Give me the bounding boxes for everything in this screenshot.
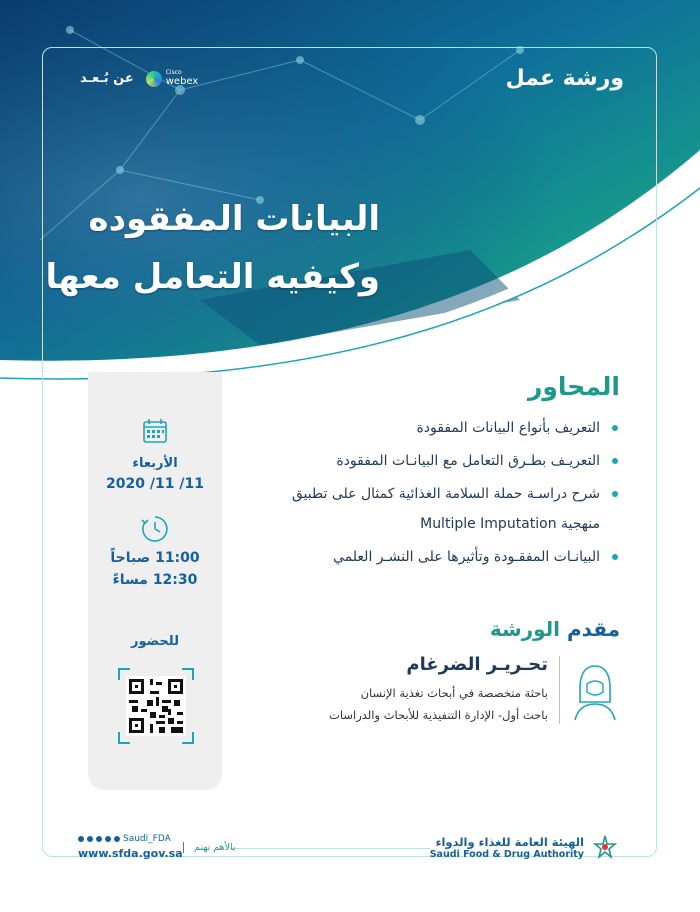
webex-logo xyxy=(146,70,199,87)
social-handle-text: Saudi_FDA xyxy=(123,834,171,844)
time-end: 12:30 مساءً xyxy=(112,572,198,588)
title-line-2: وكيفيه التعامل معها xyxy=(45,257,380,297)
footer-tagline: بالأهم نهتم xyxy=(183,842,236,853)
instagram-icon xyxy=(87,836,93,842)
bullet-icon xyxy=(612,458,618,464)
presenter-avatar-icon xyxy=(570,654,620,724)
authority-name-ar: الهيئة العامة للغذاء والدواء xyxy=(435,834,584,849)
footer-contact xyxy=(78,834,183,860)
facebook-icon xyxy=(105,836,111,842)
footer-divider xyxy=(230,848,430,849)
remote-brand: عن بُـعـد xyxy=(80,71,134,86)
title-line-1: البيانات المفقوده xyxy=(88,199,380,239)
webex-sub: Cisco xyxy=(165,69,182,76)
list-item: البيانـات المفقـودة وتأثيرها على النشـر العلمي xyxy=(260,542,620,572)
presenter-role-2: باحث أول- الإدارة التنفيذية للأبحاث والدراسات xyxy=(329,708,548,722)
axes-section xyxy=(260,372,620,575)
presenter-name: تحـريـر الضرغام xyxy=(406,654,548,675)
youtube-icon xyxy=(96,836,102,842)
presenter-heading-accent: الورشة xyxy=(489,617,561,641)
time-start: 11:00 صباحاً xyxy=(110,550,200,566)
webex-name: webex xyxy=(165,76,199,87)
list-item: التعريـف بطـرق التعامل مع البيانـات المفقودة xyxy=(260,446,620,476)
workshop-date: 11/ 11/ 2020 xyxy=(106,476,204,492)
presenter-role-1: باحثة متخصصة في أبحاث تغذية الإنسان xyxy=(360,686,548,700)
bullet-icon xyxy=(612,425,618,431)
workshop-title xyxy=(45,190,380,306)
axes-heading: المحاور xyxy=(527,372,620,401)
clock-icon xyxy=(140,514,170,544)
bullet-icon xyxy=(612,554,618,560)
presenter-heading-main: مقدم xyxy=(567,617,620,641)
schedule-sidebar xyxy=(88,372,222,790)
qr-code[interactable] xyxy=(118,668,194,744)
website-link[interactable]: www.sfda.gov.sa xyxy=(78,847,183,860)
sfda-logo xyxy=(430,832,620,862)
list-item: شرح دراسـة حملة السلامة الغذائية كمثال على تطبيق منهجية Multiple Imputation xyxy=(260,479,620,539)
twitter-icon xyxy=(78,836,84,842)
social-handle[interactable] xyxy=(78,834,183,844)
workshop-day: الأربعاء xyxy=(132,456,178,471)
workshop-tag: ورشة عمل xyxy=(505,66,624,91)
calendar-icon xyxy=(142,418,168,444)
authority-name-en: Saudi Food & Drug Authority xyxy=(429,848,584,860)
bullet-icon xyxy=(612,491,618,497)
presenter-card xyxy=(329,654,620,726)
partner-logos xyxy=(80,70,198,87)
axes-list xyxy=(260,413,620,572)
attend-label: للحضور xyxy=(130,634,179,649)
presenter-divider xyxy=(559,656,560,724)
list-item: التعريف بأنواع البيانات المفقودة xyxy=(260,413,620,443)
snapchat-icon xyxy=(114,836,120,842)
sfda-emblem-icon xyxy=(590,832,620,862)
qr-code-icon xyxy=(126,676,186,736)
presenter-heading xyxy=(490,617,620,641)
webex-icon xyxy=(146,71,162,87)
